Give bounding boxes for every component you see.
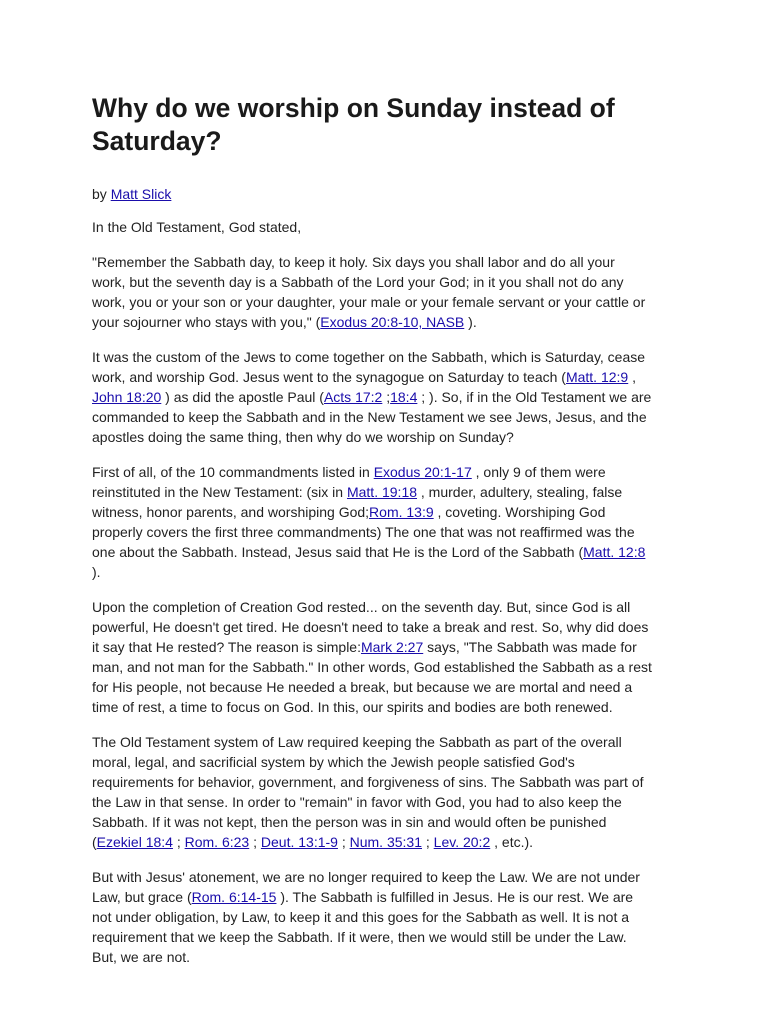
text: "Remember the Sabbath day, to keep it holy. Six days you shall labor and do all your work, but the seventh day is a Sabbath of the Lord your God; in it you shall not do any work, you or your son or your daughter, your male or your female servant or your cattle or your sojourner who stays with you," ( [92,254,646,330]
author-link[interactable]: Matt Slick [110,186,172,202]
text: It was the custom of the Jews to come together on the Sabbath, which is Saturday, cease work, and worship God. Jesus went to the synagogue on Saturday to teach ( [92,349,646,385]
text: says, "The Sabbath was made for man, and not man for the Sabbath." In other words, God established the Sabbath as a rest for His people, not because He needed a break, but because we are mortal and need a time of rest, a time to focus on God. In this, our spirits and bodies are both renewed. [92,639,652,715]
page-title: Why do we worship on Sunday instead of Saturday? [92,93,615,156]
link-rom-6-23[interactable]: Rom. 6:23 [184,834,250,850]
link-acts-18-4[interactable]: 18:4 [390,389,418,405]
paragraph-quote [92,252,652,332]
paragraph-law [92,732,652,852]
link-john-18-20[interactable]: John 18:20 [92,389,162,405]
article [92,92,652,982]
text: The Old Testament system of Law required keeping the Sabbath as part of the overall moral, legal, and sacrificial system by which the Jewish people satisfied God's requirements for behavior, government, and forgiveness of sins. The Sabbath was part of the Law in that sense. In order to "remain" in favor with God, you had to also keep the Sabbath. If it was not kept, then the person was in sin and would often be punished ( [92,734,644,850]
text: But with Jesus' atonement, we are no longer required to keep the Law. We are not under Law, but grace ( [92,869,640,905]
text: First of all, of the 10 commandments listed in [92,464,374,480]
text: , only 9 of them were reinstituted in the New Testament: (six in [92,464,606,500]
text: ; [337,834,350,850]
link-lev-20-2[interactable]: Lev. 20:2 [433,834,491,850]
byline [92,184,652,204]
link-ezekiel-18-4[interactable]: Ezekiel 18:4 [96,834,173,850]
text: , etc.). [490,834,534,850]
paragraph-intro: In the Old Testament, God stated, [92,219,302,235]
link-acts-17-2[interactable]: Acts 17:2 [323,389,383,405]
paragraph-custom [92,347,652,447]
text: , [628,369,636,385]
text: ; [382,389,391,405]
text: Upon the completion of Creation God rested... on the seventh day. But, since God is all powerful, He doesn't get tired. He doesn't need to take a break and rest. So, why did does it say that He rested? The reason is simple: [92,599,649,655]
paragraph-atonement [92,867,652,967]
text: , coveting. Worshiping God properly covers the first three commandments) The one that was not reaffirmed was the one about the Sabbath. Instead, Jesus said that He is the Lord of the Sabbath ( [92,504,635,560]
text: ) as did the apostle Paul ( [161,389,324,405]
text: , murder, adultery, stealing, false witness, honor parents, and worshiping God; [92,484,623,520]
text: ; ). So, if in the Old Testament we are commanded to keep the Sabbath and in the New Testament we see Jews, Jesus, and the apostles doing the same thing, then why do we worship on Sunday? [92,389,652,445]
text: ; [172,834,185,850]
link-exodus-20-1[interactable]: Exodus 20:1-17 [373,464,472,480]
text: ). [92,564,101,580]
link-matt-12-9[interactable]: Matt. 12:9 [565,369,629,385]
link-mark-2-27[interactable]: Mark 2:27 [360,639,424,655]
link-rom-13-9[interactable]: Rom. 13:9 [369,504,434,520]
link-rom-6-14[interactable]: Rom. 6:14-15 [191,889,277,905]
text: ; [249,834,261,850]
link-exodus-20-8[interactable]: Exodus 20:8-10, NASB [320,314,465,330]
paragraph-commandments [92,462,652,582]
link-matt-19-18[interactable]: Matt. 19:18 [346,484,418,500]
link-num-35-31[interactable]: Num. 35:31 [349,834,422,850]
paragraph-creation [92,597,652,717]
link-matt-12-8[interactable]: Matt. 12:8 [583,544,646,560]
link-deut-13-1[interactable]: Deut. 13:1-9 [260,834,338,850]
text: ). [464,314,477,330]
text: ). The Sabbath is fulfilled in Jesus. He is our rest. We are not under obligation, by Law, to keep it and this goes for the Sabbath as well. It is not a requirement that we keep the Sabbath. If it were, then we would still be under the Law. But, we are not. [92,889,634,965]
byline-prefix: by [92,186,111,202]
text: ; [422,834,434,850]
